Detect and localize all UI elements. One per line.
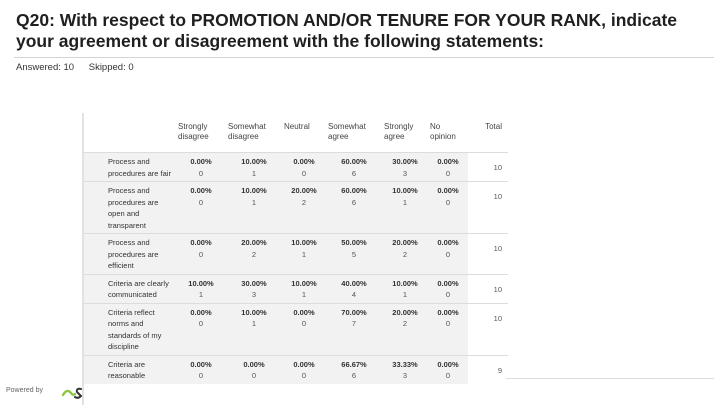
response-percent: 0.00% [437, 186, 459, 195]
table-row [84, 153, 508, 182]
response-cell [326, 355, 382, 384]
response-cell [226, 355, 282, 384]
response-percent: 0.00% [437, 359, 459, 369]
response-count: 2 [402, 249, 408, 259]
row-total: 9 [468, 355, 508, 384]
response-cell [176, 274, 226, 303]
response-count: 6 [351, 371, 357, 380]
table-row [84, 303, 508, 355]
footer-divider [506, 378, 714, 379]
response-count: 1 [402, 290, 408, 299]
response-cell [282, 303, 326, 355]
powered-by-label: Powered by [6, 387, 43, 394]
header-total: Total [485, 122, 502, 131]
response-count: 1 [198, 290, 204, 299]
header-somewhat-agree: Somewhat agree [328, 122, 366, 141]
row-total: 10 [468, 234, 508, 275]
response-cell [226, 234, 282, 275]
row-statement: Criteria are reasonable [84, 355, 176, 384]
response-percent: 30.00% [241, 278, 267, 288]
response-percent: 10.00% [291, 278, 317, 288]
response-cell [382, 234, 428, 275]
response-count: 2 [251, 249, 257, 259]
response-percent: 0.00% [190, 157, 212, 166]
response-percent: 10.00% [241, 307, 267, 317]
response-cell [282, 153, 326, 182]
response-percent: 0.00% [437, 278, 459, 288]
response-cell [382, 355, 428, 384]
response-count: 1 [251, 319, 257, 328]
response-cell [382, 274, 428, 303]
response-percent: 20.00% [392, 238, 418, 247]
response-cell [226, 274, 282, 303]
response-count: 2 [301, 197, 307, 207]
response-cell [428, 355, 468, 384]
response-count: 1 [402, 197, 408, 207]
response-cell [428, 234, 468, 275]
response-count: 0 [198, 371, 204, 380]
response-cell [282, 182, 326, 234]
response-percent: 0.00% [190, 359, 212, 369]
response-cell [282, 234, 326, 275]
response-cell [382, 153, 428, 182]
response-cell [428, 182, 468, 234]
response-cell [428, 303, 468, 355]
response-percent: 10.00% [241, 157, 267, 166]
question-title: Q20: With respect to PROMOTION AND/OR TENURE FOR YOUR RANK, indicate your agreement or disagreement with the following statements: [16, 10, 678, 51]
response-count: 0 [445, 371, 451, 380]
response-count: 1 [301, 290, 307, 299]
response-percent: 0.00% [293, 307, 315, 317]
row-statement: Process and procedures are open and transparent [84, 182, 176, 234]
title-divider [14, 57, 714, 58]
response-cell [326, 234, 382, 275]
response-percent: 33.33% [392, 359, 418, 369]
table-row [84, 182, 508, 234]
response-count: 0 [198, 197, 204, 207]
response-count: 6 [351, 168, 357, 178]
response-cell [326, 153, 382, 182]
skipped-count: Skipped: 0 [88, 62, 134, 73]
header-neutral: Neutral [284, 122, 310, 131]
response-percent: 66.67% [341, 359, 367, 369]
header-no-opinion: No opinion [430, 122, 456, 141]
response-count: 0 [445, 290, 451, 299]
response-cell [382, 303, 428, 355]
response-count: 0 [301, 371, 307, 380]
powered-by-footer [0, 378, 82, 405]
response-count: 1 [301, 249, 307, 259]
row-statement: Process and procedures are fair [84, 153, 176, 182]
response-count: 0 [198, 249, 204, 259]
response-count: 1 [251, 168, 257, 178]
response-count: 3 [402, 168, 408, 178]
response-cell [326, 274, 382, 303]
response-cell [176, 355, 226, 384]
response-cell [382, 182, 428, 234]
response-count: 0 [445, 249, 451, 259]
row-total: 10 [468, 153, 508, 182]
response-percent: 10.00% [241, 186, 267, 195]
row-statement: Criteria are clearly communicated [84, 274, 176, 303]
response-percent: 0.00% [437, 238, 459, 247]
response-percent: 30.00% [392, 157, 418, 166]
response-percent: 0.00% [437, 157, 459, 166]
response-percent: 20.00% [241, 238, 267, 247]
response-count: 3 [402, 371, 408, 380]
response-count: 0 [445, 319, 451, 328]
header-strongly-disagree: Strongly disagree [178, 122, 209, 141]
response-percent: 20.00% [392, 307, 418, 317]
response-cell [428, 274, 468, 303]
table-row [84, 274, 508, 303]
response-percent: 60.00% [341, 186, 367, 195]
row-statement: Criteria reflect norms and standards of my discipline [84, 303, 176, 355]
response-percent: 50.00% [341, 238, 367, 247]
table-header-row [84, 113, 508, 153]
response-count: 1 [251, 197, 257, 207]
response-count: 0 [301, 168, 307, 178]
response-percent: 0.00% [437, 307, 459, 317]
response-count: 0 [301, 319, 307, 328]
response-percent: 0.00% [293, 359, 315, 369]
response-percent: 40.00% [341, 278, 367, 288]
response-cell [428, 153, 468, 182]
response-cell [226, 182, 282, 234]
response-percent: 0.00% [190, 238, 212, 247]
row-total: 10 [468, 182, 508, 234]
row-statement: Process and procedures are efficient [84, 234, 176, 275]
header-statement [84, 113, 176, 153]
response-count: 0 [251, 371, 257, 380]
response-summary [16, 62, 146, 73]
response-count: 0 [198, 319, 204, 328]
response-cell [282, 274, 326, 303]
results-table [82, 113, 510, 405]
response-cell [176, 182, 226, 234]
response-cell [282, 355, 326, 384]
response-percent: 70.00% [341, 307, 367, 317]
response-count: 0 [445, 197, 451, 207]
response-percent: 0.00% [293, 157, 315, 166]
response-count: 5 [351, 249, 357, 259]
header-strongly-agree: Strongly agree [384, 122, 414, 141]
response-percent: 0.00% [190, 186, 212, 195]
response-count: 0 [198, 168, 204, 178]
response-count: 3 [251, 290, 257, 299]
response-cell [226, 153, 282, 182]
response-percent: 0.00% [243, 359, 265, 369]
response-cell [326, 303, 382, 355]
table-row [84, 234, 508, 275]
response-count: 2 [402, 319, 408, 328]
response-count: 0 [445, 168, 451, 178]
response-percent: 10.00% [291, 238, 317, 247]
surveymonkey-logo-icon [61, 384, 83, 400]
response-count: 7 [351, 319, 357, 328]
response-cell [226, 303, 282, 355]
response-percent: 20.00% [291, 186, 317, 195]
response-count: 4 [351, 290, 357, 299]
answered-count: Answered: 10 [16, 62, 75, 73]
response-cell [176, 234, 226, 275]
table-row [84, 355, 508, 384]
header-somewhat-disagree: Somewhat disagree [228, 122, 266, 141]
response-percent: 10.00% [188, 278, 214, 288]
response-percent: 10.00% [392, 278, 418, 288]
response-cell [176, 153, 226, 182]
response-percent: 60.00% [341, 157, 367, 166]
response-cell [326, 182, 382, 234]
response-count: 6 [351, 197, 357, 207]
response-percent: 10.00% [392, 186, 418, 195]
response-percent: 0.00% [190, 307, 212, 317]
row-total: 10 [468, 274, 508, 303]
row-total: 10 [468, 303, 508, 355]
response-cell [176, 303, 226, 355]
